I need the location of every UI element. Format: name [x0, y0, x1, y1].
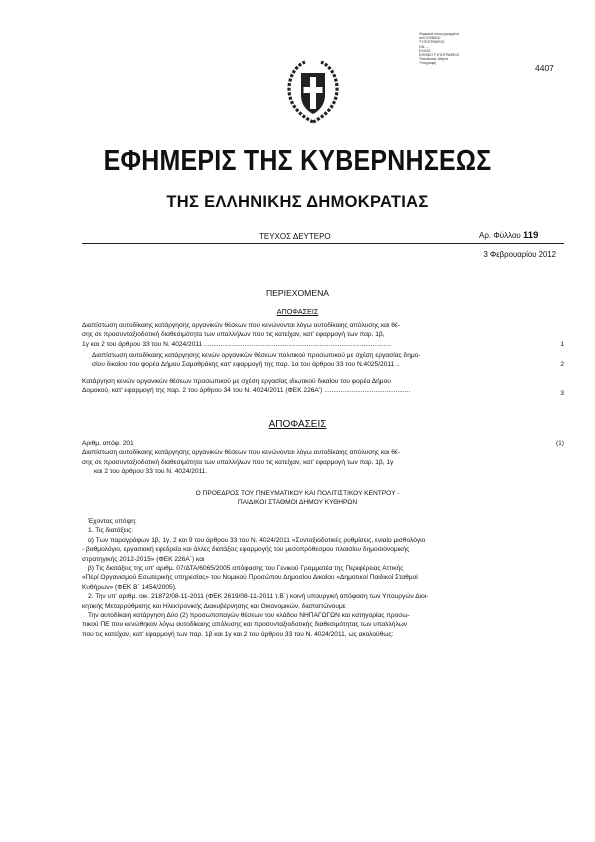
body-line: β) Τις διατάξεις της υπ' αριθμ. 07/ΔΤΑ/6065/2005 απόφασης του Γενικού Γραμματέα της Περιφέρειας Αττικής [88, 565, 404, 573]
decision-ref-number: (1) [555, 440, 564, 447]
sheet-label-group [479, 231, 538, 241]
digital-signature-note [419, 32, 479, 66]
decisions-heading: ΑΠΟΦΑΣΕΙΣ [268, 419, 327, 430]
gazette-title: ΕΦΗΜΕΡΙΣ ΤΗΣ ΚΥΒΕΡΝΗΣΕΩΣ [103, 145, 492, 177]
contents-entry-text: 1γ και 2 του άρθρου 33 του Ν. 4024/2011 ...................................................................................................... [82, 340, 391, 348]
signature-line: Ψηφιακά υπογεγραμμένο [419, 32, 460, 36]
decision-ref-line: Αριθμ. απόφ. 201 [82, 440, 134, 447]
body-line: που τις κατείχαν, κατ' εφαρμογή των παρ. 1β και 1γ και 2 του άρθρου 33 του Ν. 4024/2011, ως ακολούθως: [82, 630, 394, 638]
coat-of-arms-icon [281, 59, 345, 125]
body-line: 1. Τις διατάξεις: [88, 527, 134, 535]
body-line: πικού ΠΕ που κενώθηκαν λόγω αυτοδίκαιης απόλυσης και προσυνταξιοδοτικής διαθεσιμότητας των υπαλλήλων [82, 621, 408, 629]
contents-entry[interactable] [82, 351, 564, 370]
contents-entry-text: σίου δικαίου του φορέα Δήμου Σαμοθράκης κατ' εφαρμογή της παρ. 1α του άρθρου 33 του Ν.4025/2011 .. [92, 361, 400, 369]
contents-entry-text: Κατάργηση κενών οργανικών θέσεων προσωπικού με σχέση εργασίας ιδιωτικού δικαίου του φορέα Δήμου [82, 378, 391, 385]
signature-line: DN: ... [419, 44, 430, 49]
signature-line: από ΕΘΝΙΚΟ [419, 36, 441, 41]
signature-line: Υπογραφή [419, 61, 437, 66]
body-line: Έχοντας υπόψη: [88, 518, 137, 525]
body-line: στρατηγικής 2012-2015» (ΦΕΚ 226Α΄) και [82, 555, 205, 563]
issue-date: 3 Φεβρουαρίου 2012 [483, 250, 556, 259]
authority-line: ΠΑΙΔΙΚΟΙ ΣΤΑΘΜΟΙ ΔΗΜΟΥ ΚΥΘΗΡΩΝ [237, 499, 358, 507]
contents-subheading: ΑΠΟΦΑΣΕΙΣ [276, 307, 319, 316]
body-line: 2. Την υπ' αριθμ. οικ. 21872/08-11-2011 (ΦΕΚ 2619/08-11-2011 τ.Β΄) κοινή υπουργική απόφαση των Υπουργών Διοι- [88, 593, 429, 601]
contents-entry[interactable] [82, 377, 564, 396]
contents-entry-text: Διαπίστωση αυτοδίκαιης κατάργησης οργανικών θέσεων που κενώνονται λόγω αυτοδίκαιης απόλυσης και θέ- [82, 322, 401, 329]
contents-entry-page: 3 [560, 390, 564, 397]
contents-entry-text: Δομοκού, κατ' εφαρμογή της παρ. 2 του άρθρου 34 του Ν. 4024/2011 (ΦΕΚ 226Α') ............................................... [82, 387, 411, 395]
page-number: 4407 [535, 63, 554, 73]
contents-entry[interactable] [82, 321, 564, 349]
authority-line: Ο ΠΡΟΕΔΡΟΣ ΤΟΥ ΠΝΕΥΜΑΤΙΚΟΥ ΚΑΙ ΠΟΛΙΤΙΣΤΙΚΟΥ ΚΕΝΤΡΟΥ - [195, 490, 400, 497]
body-line: - βαθμολόγιο, εργασιακή εφεδρεία και άλλες διατάξεις εφαρμογής του μεσοπρόθεσμου πλαισίου δημοσιονομικής [82, 546, 410, 554]
signature-line: ΕΘΝΙΚΟ ΤΥΠΟΓΡΑΦΕΙΟ [419, 53, 460, 58]
body-line: α) Των παραγράφων 1β, 1γ, 2 και 9 του άρθρου 33 του Ν. 4024/2011 «Συνταξιοδοτικές ρυθμίσεις, ενιαίο μισθολόγιο [88, 536, 426, 544]
issue-rule [82, 243, 564, 244]
sheet-number: 119 [523, 230, 539, 241]
issue-label: ΤΕΥΧΟΣ ΔΕΥΤΕΡΟ [259, 232, 331, 241]
sheet-label: Αρ. Φύλλου [479, 231, 521, 240]
signature-line: Τοποθεσία: Αθήνα [419, 57, 448, 62]
contents-entry-page: 1 [560, 341, 564, 348]
decision-body [82, 517, 564, 639]
contents-entry-page: 2 [560, 361, 564, 368]
gazette-subtitle: ΤΗΣ ΕΛΛΗΝΙΚΗΣ ΔΗΜΟΚΡΑΤΙΑΣ [166, 193, 429, 211]
decision-subject-line: και 2 του άρθρου 33 του Ν. 4024/2011. [94, 468, 208, 476]
body-line: Την αυτοδίκαιη κατάργηση Δύο (2) προσωποπαγών θέσεων του κλάδου ΝΗΠΑΓΩΓΩΝ και κατηγορίας προσω- [88, 612, 410, 620]
decision-authority [0, 489, 595, 508]
body-line: κητικής Μεταρρύθμισης και Ηλεκτρονικής Διακυβέρνησης και Οικονομικών, διαπιστώνουμε [82, 602, 346, 610]
decision-reference [82, 439, 564, 477]
decision-subject-line: σης σε προσυνταξιοδοτική διαθεσιμότητα των υπαλλήλων που τις κατείχαν, κατ' εφαρμογή των παρ. 1β, 1γ [82, 458, 394, 466]
signature-line: ΕΛΛΑΣ [419, 48, 431, 53]
body-line: Κυθήρων» (ΦΕΚ Β΄ 1454/2005). [82, 583, 177, 591]
contents-heading: ΠΕΡΙΕΧΟΜΕΝΑ [265, 288, 330, 298]
body-line: «Περί Οργανισμού Εσωτερικής υπηρεσίας» του Νομικού Προσώπου Δημοσίου Δικαίου «Δημοτικοί Παιδικοί Σταθμοί [82, 574, 418, 582]
contents-entry-text: σης σε προσυνταξιοδοτική διαθεσιμότητα των υπαλλήλων που τις κατείχαν, κατ' εφαρμογή των παρ. 1β, [82, 331, 385, 339]
contents-entry-text: Διαπίστωση αυτοδίκαιης κατάργησης κενών οργανικών θέσεων πολιτικού προσωπικού με σχέση εργασίας δημο- [92, 352, 421, 359]
signature-line: ΤΥΠΟΓΡΑΦΕΙΟ [419, 40, 445, 45]
decision-subject-line: Διαπίστωση αυτοδίκαιης κατάργησης οργανικών θέσεων που κενώνονται λόγω αυτοδίκαιης απόλυσης και θέ- [82, 449, 401, 457]
